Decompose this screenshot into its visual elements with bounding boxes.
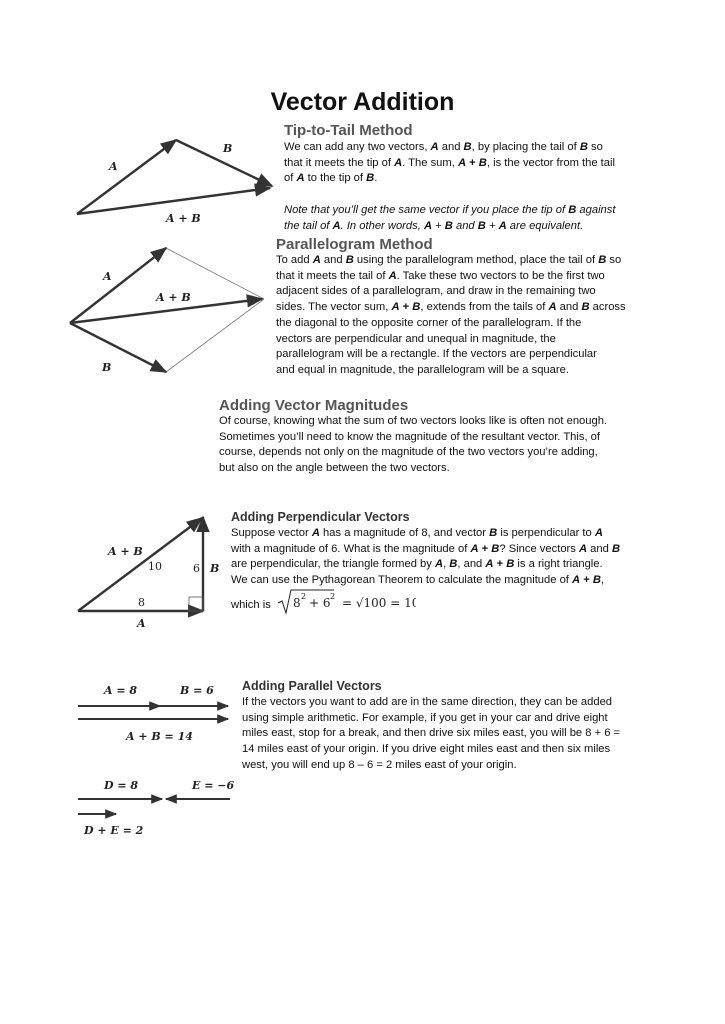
formula-result: = √100 = 10.	[342, 596, 416, 610]
text-line: miles east, stop for a break, and then drive six miles east, you will be 8 + 6 =	[242, 727, 621, 740]
text-line: but also on the angle between the two vectors.	[219, 462, 450, 475]
label-a8: A = 8	[104, 684, 138, 697]
text-line: are perpendicular, the triangle formed by A, B, and A + B is a right triangle.	[231, 558, 603, 571]
label-sum: A + B	[166, 212, 201, 225]
label-b6: B = 6	[180, 684, 214, 697]
parallelogram-figure	[60, 240, 270, 380]
parallel-paragraph	[242, 695, 652, 774]
magnitudes-paragraph	[219, 414, 659, 477]
parallelogram-heading: Parallelogram Method	[276, 236, 433, 253]
label-sum: A + B	[156, 291, 191, 304]
text-line: that it meets the tail of A. Take these two vectors to be the first two	[276, 269, 605, 282]
text-line: Note that you’ll get the same vector if you place the tip of B against	[284, 204, 616, 216]
tip-to-tail-heading: Tip-to-Tail Method	[284, 122, 413, 139]
text-line: Of course, knowing what the sum of two vectors looks like is often not enough.	[219, 415, 608, 427]
text-line: sides. The vector sum, A + B, extends from the tails of A and B across	[276, 301, 626, 314]
parallelogram-paragraph	[276, 253, 666, 379]
text-line: We can use the Pythagorean Theorem to calculate the magnitude of A + B,	[231, 574, 605, 587]
perpendicular-paragraph	[231, 526, 651, 589]
side-b-length: 6	[193, 562, 200, 575]
svg-text:2: 2	[301, 592, 307, 601]
label-e6: E = −6	[192, 779, 235, 792]
text-line: Suppose vector A has a magnitude of 8, and vector B is perpendicular to A	[231, 527, 603, 539]
text-line: that it meets the tip of A. The sum, A + B, is the vector from the tail	[284, 156, 615, 169]
formula-graphic	[276, 587, 416, 617]
label-a: A	[109, 160, 118, 173]
label-sum2: D + E = 2	[84, 824, 144, 837]
text-line: of A to the tip of B.	[284, 172, 378, 185]
text-line: If the vectors you want to add are in the same direction, they can be added	[242, 696, 613, 708]
label-sum14: A + B = 14	[126, 730, 193, 743]
text-line: We can add any two vectors, A and B, by placing the tail of B so	[284, 141, 603, 153]
label-b: B	[102, 361, 112, 374]
label-sum: A + B	[108, 545, 143, 558]
text-line: west, you will end up 8 – 6 = 2 miles east of your origin.	[242, 758, 517, 771]
text-line: 14 miles east of your origin. If you drive eight miles east and then six miles	[242, 743, 611, 756]
magnitudes-heading: Adding Vector Magnitudes	[219, 397, 409, 414]
svg-text:2: 2	[330, 592, 336, 601]
svg-text:+ 6: + 6	[309, 596, 331, 610]
tip-to-tail-note	[284, 203, 664, 234]
text-line: the diagonal to the opposite corner of the parallelogram. If the	[276, 316, 582, 329]
perpendicular-figure	[70, 505, 230, 633]
text-line: vectors are perpendicular and unequal in magnitude, the	[276, 332, 556, 345]
tip-to-tail-figure	[60, 128, 280, 238]
text-line: To add A and B using the parallelogram method, place the tail of B so	[276, 254, 622, 266]
pythagorean-formula	[276, 587, 416, 622]
text-line: course, depends not only on the magnitude of the two vectors you’re adding,	[219, 446, 598, 459]
text-line: using simple arithmetic. For example, if you get in your car and drive eight	[242, 711, 608, 724]
text-line: and equal in magnitude, the parallelogram will be a square.	[276, 363, 569, 376]
label-d8: D = 8	[104, 779, 139, 792]
page-title: Vector Addition	[270, 88, 455, 116]
vector-b-arrow	[70, 323, 166, 372]
parallel-heading: Adding Parallel Vectors	[242, 679, 382, 693]
text-line: with a magnitude of 6. What is the magnitude of A + B? Since vectors A and B	[231, 542, 621, 555]
hyp-length: 10	[148, 560, 162, 573]
svg-text:8: 8	[293, 596, 301, 610]
label-b: B	[210, 562, 220, 575]
text-line: parallelogram will be a rectangle. If the vectors are perpendicular	[276, 348, 597, 361]
label-a: A	[137, 617, 146, 630]
text-line: adjacent sides of a parallelogram, and draw in the remaining two	[276, 285, 596, 298]
label-a: A	[103, 270, 112, 283]
which-is-text: which is	[231, 599, 271, 611]
side-a-length: 8	[138, 596, 145, 609]
parallel-figure	[70, 678, 240, 843]
text-line: Sometimes you’ll need to know the magnitude of the resultant vector. This, of	[219, 430, 600, 443]
perpendicular-heading: Adding Perpendicular Vectors	[231, 510, 410, 524]
tip-to-tail-paragraph	[284, 140, 664, 187]
right-angle-mark	[189, 597, 203, 611]
text-line: the tail of A. In other words, A + B and B + A are equivalent.	[284, 219, 584, 232]
label-b: B	[223, 142, 233, 155]
